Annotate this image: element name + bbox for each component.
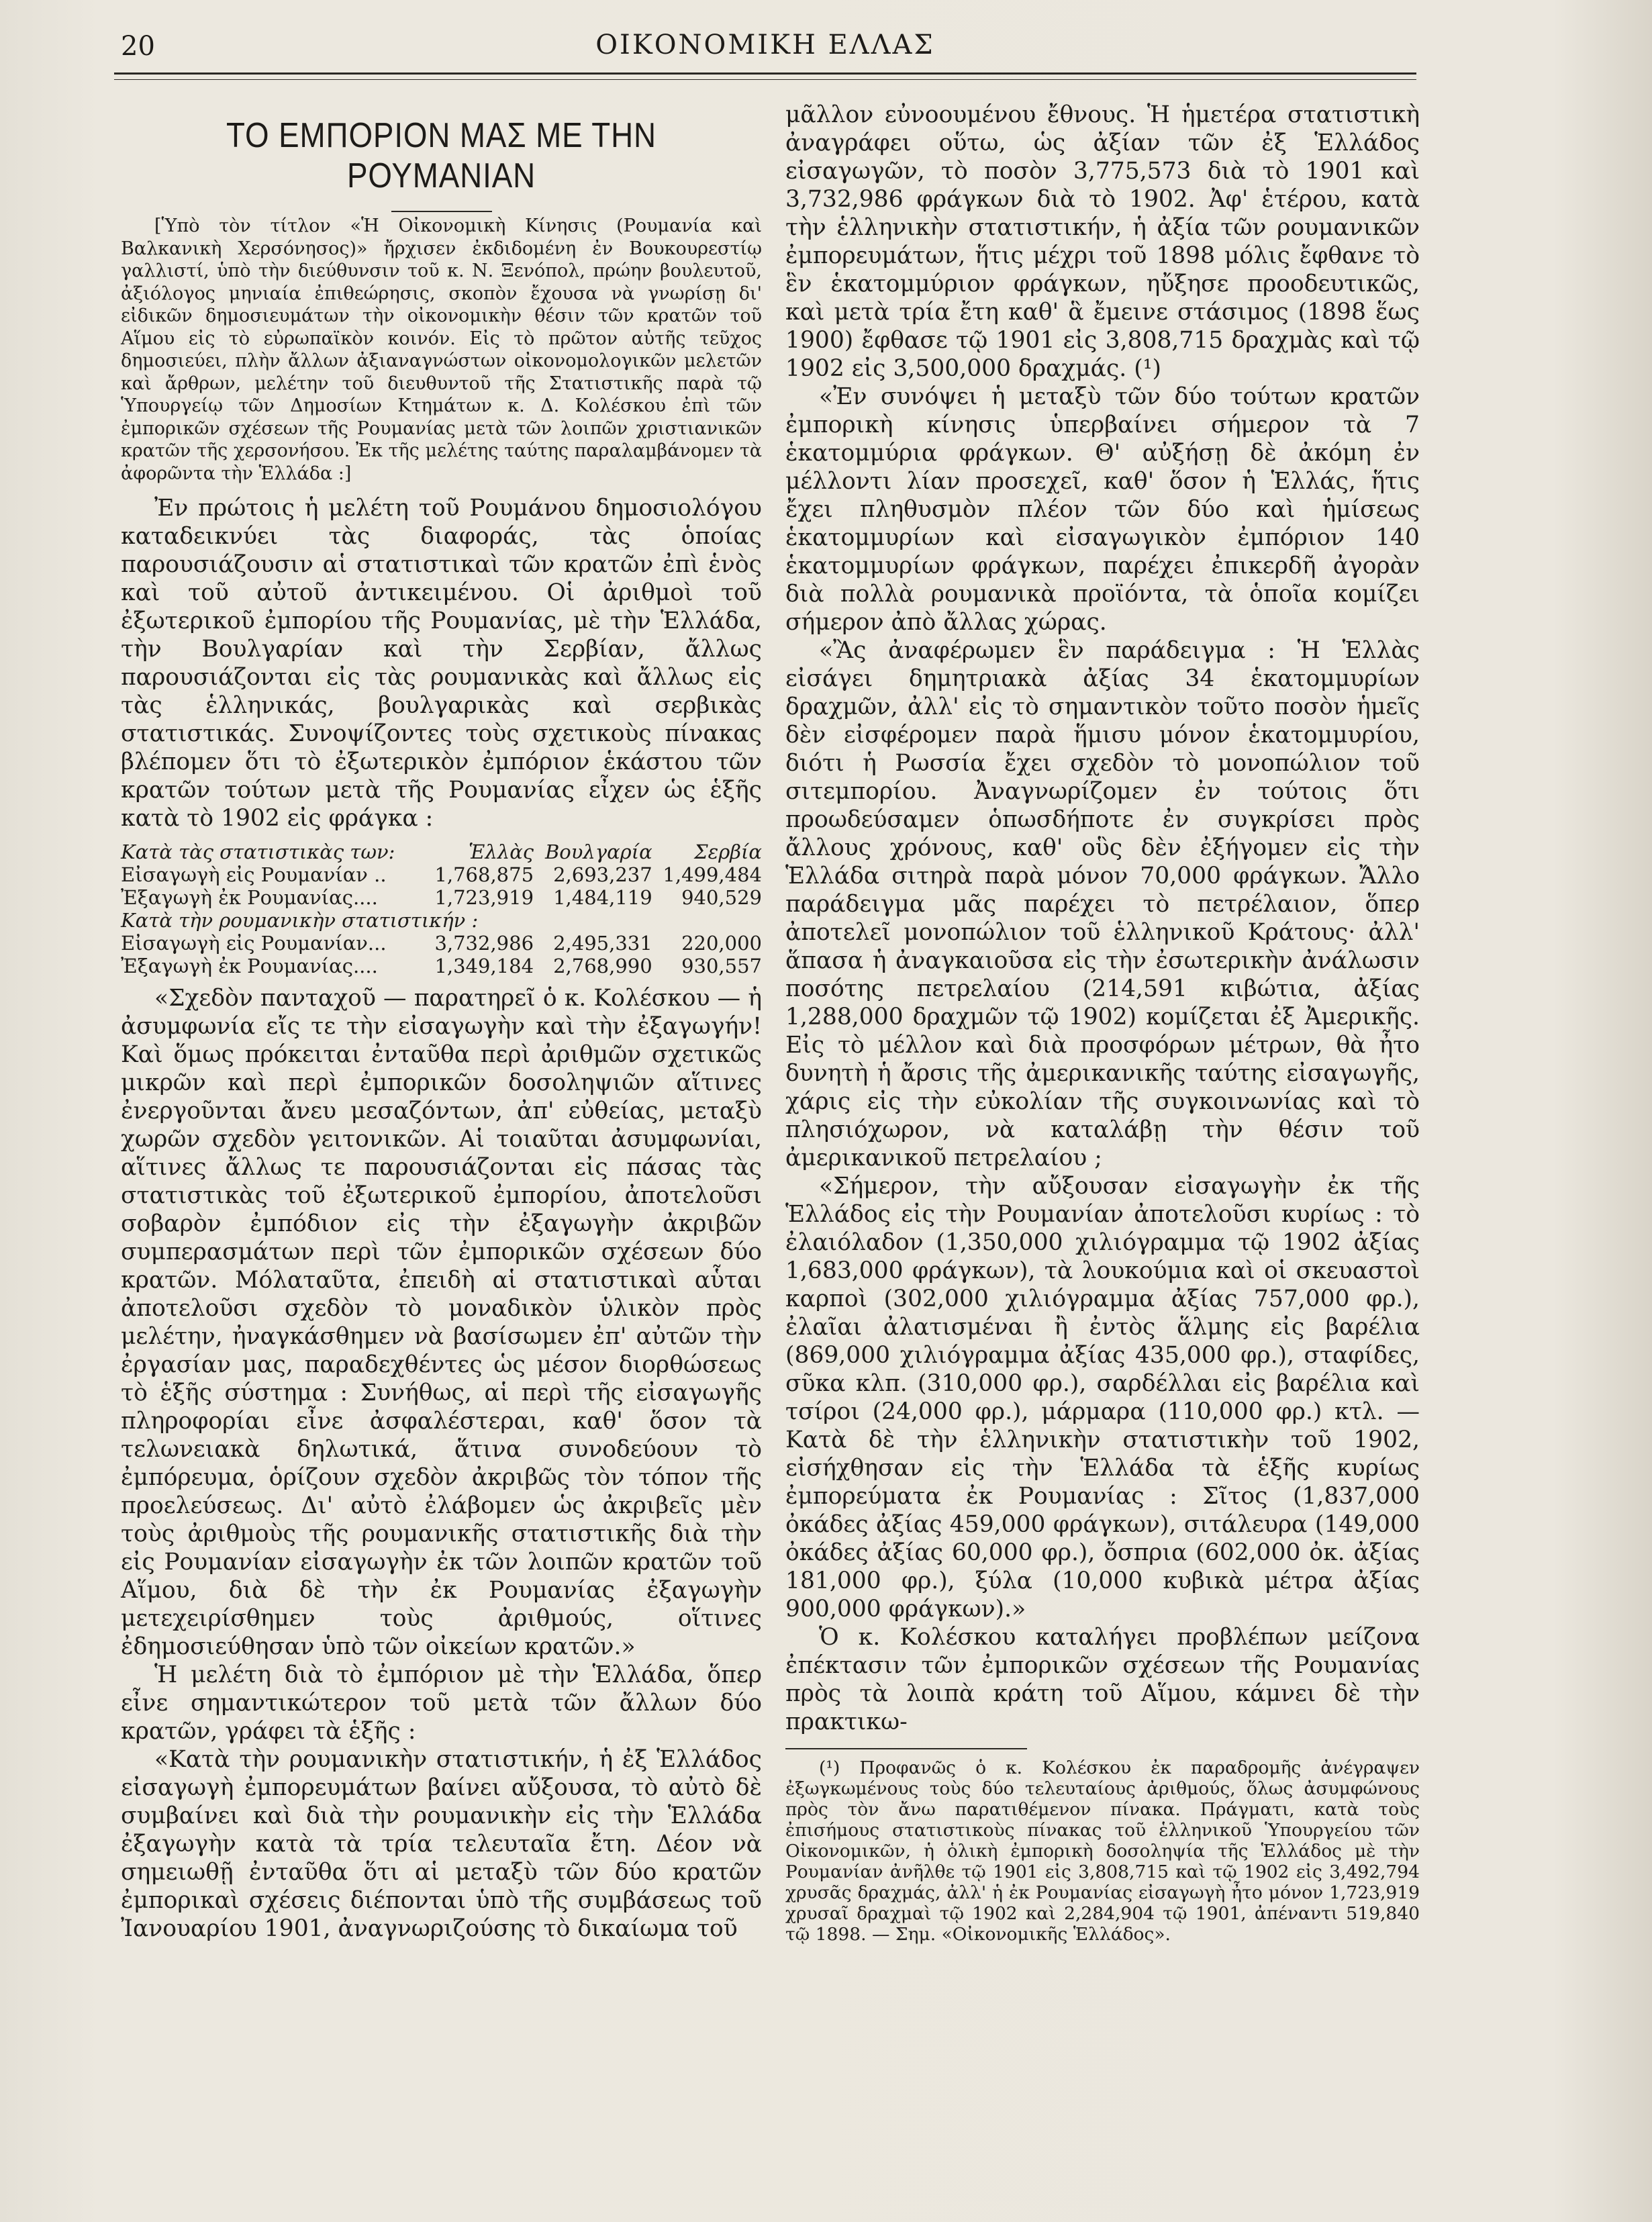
- table-header-cell: Βουλγαρία: [544, 840, 652, 863]
- paragraph: Ὁ κ. Κολέσκου καταλήγει προβλέπων μείζονα ἐπέκτασιν τῶν ἐμπορικῶν σχέσεων τῆς Ρουμανίας πρὸς τὰ λοιπὰ κράτη τοῦ Αἵμου, κάμνει δὲ τὴν πρακτικω-: [785, 1624, 1420, 1735]
- paragraph: «Ἐν συνόψει ἡ μεταξὺ τῶν δύο τούτων κρατῶν ἐμπορικὴ κίνησις ὑπερβαίνει σήμερον τὰ 7 ἑκατομμύρια φράγκων. Θ' αὐξήσῃ δὲ ἀκόμη ἐν μέλλοντι λίαν προσεχεῖ, καθ' ὅσον ἡ Ἑλλάς, ἥτις ἔχει πληθυσμὸν πλέον τῶν δύο καὶ ἡμίσεως ἑκατομμυρίων καὶ εἰσαγωγικὸν ἐμπόριον 140 ἑκατομμυρίων φράγκων, παρέχει ἐπικερδῆ ἀγορὰν διὰ πολλὰ ρουμανικὰ προϊόντα, τὰ ὁποῖα κομίζει σήμερον ἀπὸ ἄλλας χώρας.: [785, 383, 1420, 636]
- right-column: [785, 101, 1420, 1945]
- table-cell: 940,529: [681, 886, 762, 909]
- table-cell: 1,499,484: [663, 863, 762, 886]
- table-cell: 1,349,184: [434, 955, 534, 977]
- header-rule-thin: [114, 79, 1416, 80]
- table-subheader: Κατὰ τὴν ρουμανικὴν στατιστικήν :: [121, 909, 479, 932]
- table-row: [121, 863, 762, 886]
- table-cell: 2,495,331: [553, 932, 652, 955]
- paragraph: Ἡ μελέτη διὰ τὸ ἐμπόριον μὲ τὴν Ἑλλάδα, ὅπερ εἶνε σημαντικώτερον τοῦ μετὰ τῶν ἄλλων δύο κρατῶν, γράφει τὰ ἑξῆς :: [121, 1661, 762, 1745]
- table-cell: 1,484,119: [553, 886, 652, 909]
- table-cell: 930,557: [681, 955, 762, 977]
- table-header-cell: Κατὰ τὰς στατιστικὰς των:: [121, 840, 395, 863]
- footnote: (¹) Προφανῶς ὁ κ. Κολέσκου ἐκ παραδρομῆς ἀνέγραψεν ἐξωγκωμένους τοὺς δύο τελευταίους ἀριθμούς, ὅλως ἀσυμφώνους πρὸς τὸν ἄνω παρατιθέμενον πίνακα. Πράγματι, κατὰ τοὺς ἐπισήμους στατιστικοὺς πίνακας τοῦ ἑλληνικοῦ Ὑπουργείου τῶν Οἰκονομικῶν, ἡ ὁλικὴ ἐμπορικὴ δοσοληψία τῆς Ἑλλάδος μὲ τὴν Ρουμανίαν ἀνῆλθε τῷ 1901 εἰς 3,808,715 καὶ τῷ 1902 εἰς 3,492,794 χρυσᾶς δραχμάς, ἀλλ' ἡ ἐκ Ρουμανίας εἰσαγωγὴ ἦτο μόνον 1,723,919 χρυσαῖ δραχμαὶ τῷ 1902 καὶ 2,284,904 τῷ 1901, ἀπέναντι 519,840 τῷ 1898. — Σημ. «Οἰκονομικῆς Ἑλλάδος».: [785, 1757, 1420, 1945]
- table-cell: 3,732,986: [434, 932, 534, 955]
- table-header-cell: Σερβία: [694, 840, 762, 863]
- table-cell: 1,723,919: [434, 886, 534, 909]
- table-row: [121, 932, 762, 955]
- table-header-cell: Ἑλλὰς: [469, 840, 534, 863]
- article-title: ΤΟ ΕΜΠΟΡΙΟΝ ΜΑΣ ΜΕ ΤΗΝ ΡΟΥΜΑΝΙΑΝ: [226, 116, 657, 195]
- table-subheader-row: [121, 909, 762, 932]
- table-cell: Εἰσαγωγὴ εἰς Ρουμανίαν ..: [121, 863, 387, 886]
- left-column: [121, 101, 762, 1943]
- table-header-row: [121, 840, 762, 863]
- paragraph: μᾶλλον εὐνοουμένου ἔθνους. Ἡ ἡμετέρα στατιστικὴ ἀναγράφει οὕτω, ὡς ἀξίαν τῶν ἐξ Ἑλλάδος εἰσαγωγῶν, τὸ ποσὸν 3,775,573 διὰ τὸ 1901 καὶ 3,732,986 φράγκων διὰ τὸ 1902. Ἀφ' ἑτέρου, κατὰ τὴν ἑλληνικὴν στατιστικήν, ἡ ἀξία τῶν ρουμανικῶν ἐμπορευμάτων, ἥτις μέχρι τοῦ 1898 μόλις ἔφθανε τὸ ἓν ἑκατομμύριον φράγκων, ηὔξησε προοδευτικῶς, καὶ μετὰ τρία ἔτη καθ' ἃ ἔμεινε στάσιμος (1898 ἕως 1900) ἔφθασε τῷ 1901 εἰς 3,808,715 δραχμὰς καὶ τῷ 1902 εἰς 3,500,000 δραχμάς. (¹): [785, 101, 1420, 382]
- paragraph: «Κατὰ τὴν ρουμανικὴν στατιστικήν, ἡ ἐξ Ἑλλάδος εἰσαγωγὴ ἐμπορευμάτων βαίνει αὔξουσα, τὸ αὐτὸ δὲ συμβαίνει καὶ διὰ τὴν ρουμανικὴν εἰς τὴν Ἑλλάδα ἐξαγωγὴν κατὰ τὰ τρία τελευταῖα ἔτη. Δέον νὰ σημειωθῇ ἐνταῦθα ὅτι αἱ μεταξὺ τῶν δύο κρατῶν ἐμπορικαὶ σχέσεις διέπονται ὑπὸ τῆς συμβάσεως τοῦ Ἰανουαρίου 1901, ἀναγνωριζούσης τὸ δικαίωμα τοῦ: [121, 1746, 762, 1942]
- page-header: [114, 26, 1416, 73]
- table-cell: 2,768,990: [553, 955, 652, 977]
- page-number: 20: [121, 31, 155, 62]
- paragraph: «Σήμερον, τὴν αὔξουσαν εἰσαγωγὴν ἐκ τῆς Ἑλλάδος εἰς τὴν Ρουμανίαν ἀποτελοῦσι κυρίως : τὸ ἐλαιόλαδον (1,350,000 χιλιόγραμμα τῷ 1902 ἀξίας 1,683,000 φράγκων), τὰ λουκούμια καὶ οἱ σκευαστοὶ καρποὶ (302,000 χιλιόγραμμα ἀξίας 757,000 φρ.), ἐλαῖαι ἀλατισμέναι ἢ ἐντὸς ἅλμης εἰς βαρέλια (869,000 χιλιόγραμμα ἀξίας 435,000 φρ.), σταφίδες, σῦκα κλπ. (310,000 φρ.), σαρδέλλαι εἰς βαρέλια καὶ τσίροι (24,000 φρ.), μάρμαρα (110,000 φρ.) κτλ. — Κατὰ δὲ τὴν ἑλληνικὴν στατιστικὴν τοῦ 1902, εἰσήχθησαν εἰς τὴν Ἑλλάδα τὰ ἑξῆς κυρίως ἐμπορεύματα ἐκ Ρουμανίας : Σῖτος (1,837,000 ὀκάδες ἀξίας 459,000 φράγκων), σιτάλευρα (149,000 ὀκάδες ἀξίας 60,000 φρ.), ὄσπρια (602,000 ὀκ. ἀξίας 181,000 φρ.), ξύλα (10,000 κυβικὰ μέτρα ἀξίας 900,000 φράγκων).»: [785, 1173, 1420, 1623]
- table-cell: Ἐξαγωγὴ ἐκ Ρουμανίας....: [121, 886, 378, 909]
- paragraph: «Σχεδὸν πανταχοῦ — παρατηρεῖ ὁ κ. Κολέσκου — ἡ ἀσυμφωνία εἴς τε τὴν εἰσαγωγὴν καὶ τὴν ἐξαγωγήν! Καὶ ὅμως πρόκειται ἐνταῦθα περὶ ἀριθμῶν σχετικῶς μικρῶν καὶ περὶ ἐμπορικῶν δοσοληψιῶν αἵτινες ἐνεργοῦνται ἄνευ μεσαζόντων, ἀπ' εὐθείας, μεταξὺ χωρῶν σχεδὸν γειτονικῶν. Αἱ τοιαῦται ἀσυμφωνίαι, αἵτινες ἄλλως τε παρουσιάζονται εἰς πάσας τὰς στατιστικὰς τοῦ ἐξωτερικοῦ ἐμπορίου, ἀποτελοῦσι σοβαρὸν ἐμπόδιον εἰς τὴν ἐξαγωγὴν ἀκριβῶν συμπερασμάτων περὶ τῶν ἐμπορικῶν σχέσεων δύο κρατῶν. Μόλαταῦτα, ἐπειδὴ αἱ στατιστικαὶ αὗται ἀποτελοῦσι σχεδὸν τὸ μοναδικὸν ὑλικὸν πρὸς μελέτην, ἠναγκάσθημεν νὰ βασίσωμεν ἐπ' αὐτῶν τὴν ἐργασίαν μας, παραδεχθέντες ὡς μέσον διορθώσεως τὸ ἑξῆς σύστημα : Συνήθως, αἱ περὶ τῆς εἰσαγωγῆς πληροφορίαι εἶνε ἀσφαλέστεραι, καθ' ὅσον τὰ τελωνειακὰ δηλωτικά, ἅτινα συνοδεύουν τὸ ἐμπόρευμα, ὁρίζουν σχεδὸν ἀκριβῶς τὸν τόπον τῆς προελεύσεως. Δι' αὐτὸ ἐλάβομεν ὡς ἀκριβεῖς μὲν τοὺς ἀριθμοὺς τῆς ρουμανικῆς στατιστικῆς διὰ τὴν εἰς Ρουμανίαν εἰσαγωγὴν ἐκ τῶν λοιπῶν κρατῶν τοῦ Αἵμου, διὰ δὲ τὴν ἐκ Ρουμανίας ἐξαγωγὴν μετεχειρίσθημεν τοὺς ἀριθμούς, οἵτινες ἐδημοσιεύθησαν ὑπὸ τῶν οἰκείων κρατῶν.»: [121, 985, 762, 1660]
- table-cell: Εἰσαγωγὴ εἰς Ρουμανίαν...: [121, 932, 387, 955]
- table-row: [121, 955, 762, 977]
- table-cell: 220,000: [681, 932, 762, 955]
- footnote-rule: [785, 1748, 1027, 1749]
- table-row: [121, 886, 762, 909]
- paragraph: «Ἂς ἀναφέρωμεν ἓν παράδειγμα : Ἡ Ἑλλὰς εἰσάγει δημητριακὰ ἀξίας 34 ἑκατομμυρίων δραχμῶν, ἀλλ' εἰς τὸ σημαντικὸν τοῦτο ποσὸν ἡμεῖς δὲν εἰσφέρομεν παρὰ ἥμισυ μόνον ἑκατομμυρίου, διότι ἡ Ρωσσία ἔχει σχεδὸν τὸ μονοπώλιον τοῦ σιτεμπορίου. Ἀναγνωρίζομεν ἐν τούτοις ὅτι προωδεύσαμεν ὁπωσδήποτε ἐν συγκρίσει πρὸς ἄλλους χρόνους, καθ' οὓς δὲν ἐξήγομεν εἰς τὴν Ἑλλάδα σιτηρὰ παρὰ μόνον 70,000 φράγκων. Ἄλλο παράδειγμα μᾶς παρέχει τὸ πετρέλαιον, ὅπερ ἀποτελεῖ μονοπώλιον τοῦ ἑλληνικοῦ Κράτους· ἀλλ' ἅπασα ἡ ἀναγκαιοῦσα εἰς τὴν ἐσωτερικὴν ἀνάλωσιν ποσότης πετρελαίου (214,591 κιβώτια, ἀξίας 1,288,000 δραχμῶν τῷ 1902) κομίζεται ἐξ Ἀμερικῆς. Εἰς τὸ μέλλον καὶ διὰ προσφόρων μέτρων, θὰ ἦτο δυνητὴ ἡ ἄρσις τῆς ἀμερικανικῆς ταύτης εἰσαγωγῆς, χάρις εἰς τὴν εὐκολίαν τῆς συγκοινωνίας καὶ τὸ πλησιόχωρον, νὰ καταλάβῃ τὴν θέσιν τοῦ ἀμερικανικοῦ πετρελαίου ;: [785, 637, 1420, 1171]
- trade-table: [121, 840, 762, 977]
- title-separator: [391, 211, 492, 212]
- header-rule: [114, 73, 1416, 75]
- article-intro: [Ὑπὸ τὸν τίτλον «Ἡ Οἰκονομικὴ Κίνησις (Ρουμανία καὶ Βαλκανικὴ Χερσόνησος)» ἤρχισεν ἐκδιδομένη ἐν Βουκουρεστίῳ γαλλιστί, ὑπὸ τὴν διεύθυνσιν τοῦ κ. Ν. Ξενόπολ, πρώην βουλευτοῦ, ἀξιόλογος μηνιαία ἐπιθεώρησις, σκοπὸν ἔχουσα νὰ γνωρίσῃ δι' εἰδικῶν δημοσιευμάτων τὴν οἰκονομικὴν θέσιν τῶν κρατῶν τοῦ Αἵμου εἰς τὸ εὐρωπαϊκὸν κοινόν. Εἰς τὸ πρῶτον αὐτῆς τεῦχος δημοσιεύει, πλὴν ἄλλων ἀξιαναγνώστων οἰκονομολογικῶν μελετῶν καὶ ἄρθρων, μελέτην τοῦ διευθυντοῦ τῆς Στατιστικῆς παρὰ τῷ Ὑπουργείῳ τῶν Δημοσίων Κτημάτων κ. Δ. Κολέσκου ἐπὶ τῶν ἐμπορικῶν σχέσεων τῆς Ρουμανίας μετὰ τῶν λοιπῶν χριστιανικῶν κρατῶν τῆς χερσονήσου. Ἐκ τῆς μελέτης ταύτης παραλαμβάνομεν τὰ ἀφορῶντα τὴν Ἑλλάδα :]: [121, 215, 762, 484]
- running-title: ΟΙΚΟΝΟΜΙΚΗ ΕΛΛΑΣ: [595, 30, 935, 60]
- table-cell: 2,693,237: [553, 863, 652, 886]
- table-cell: Ἐξαγωγὴ ἐκ Ρουμανίας....: [121, 955, 378, 977]
- table-cell: 1,768,875: [434, 863, 534, 886]
- paragraph: Ἐν πρώτοις ἡ μελέτη τοῦ Ρουμάνου δημοσιολόγου καταδεικνύει τὰς διαφοράς, τὰς ὁποίας παρουσιάζουσιν αἱ στατιστικαὶ τῶν κρατῶν ἐπὶ ἑνὸς καὶ τοῦ αὐτοῦ ἀντικειμένου. Οἱ ἀριθμοὶ τοῦ ἐξωτερικοῦ ἐμπορίου τῆς Ρουμανίας, μὲ τὴν Ἑλλάδα, τὴν Βουλγαρίαν καὶ τὴν Σερβίαν, ἄλλως παρουσιάζονται εἰς τὰς ρουμανικὰς καὶ ἄλλως εἰς τὰς ἑλληνικάς, βουλγαρικὰς καὶ σερβικὰς στατιστικάς. Συνοψίζοντες τοὺς σχετικοὺς πίνακας βλέπομεν ὅτι τὸ ἐξωτερικὸν ἐμπόριον ἑκάστου τῶν κρατῶν τούτων μετὰ τῆς Ρουμανίας εἶχεν ὡς ἑξῆς κατὰ τὸ 1902 εἰς φράγκα :: [121, 495, 762, 832]
